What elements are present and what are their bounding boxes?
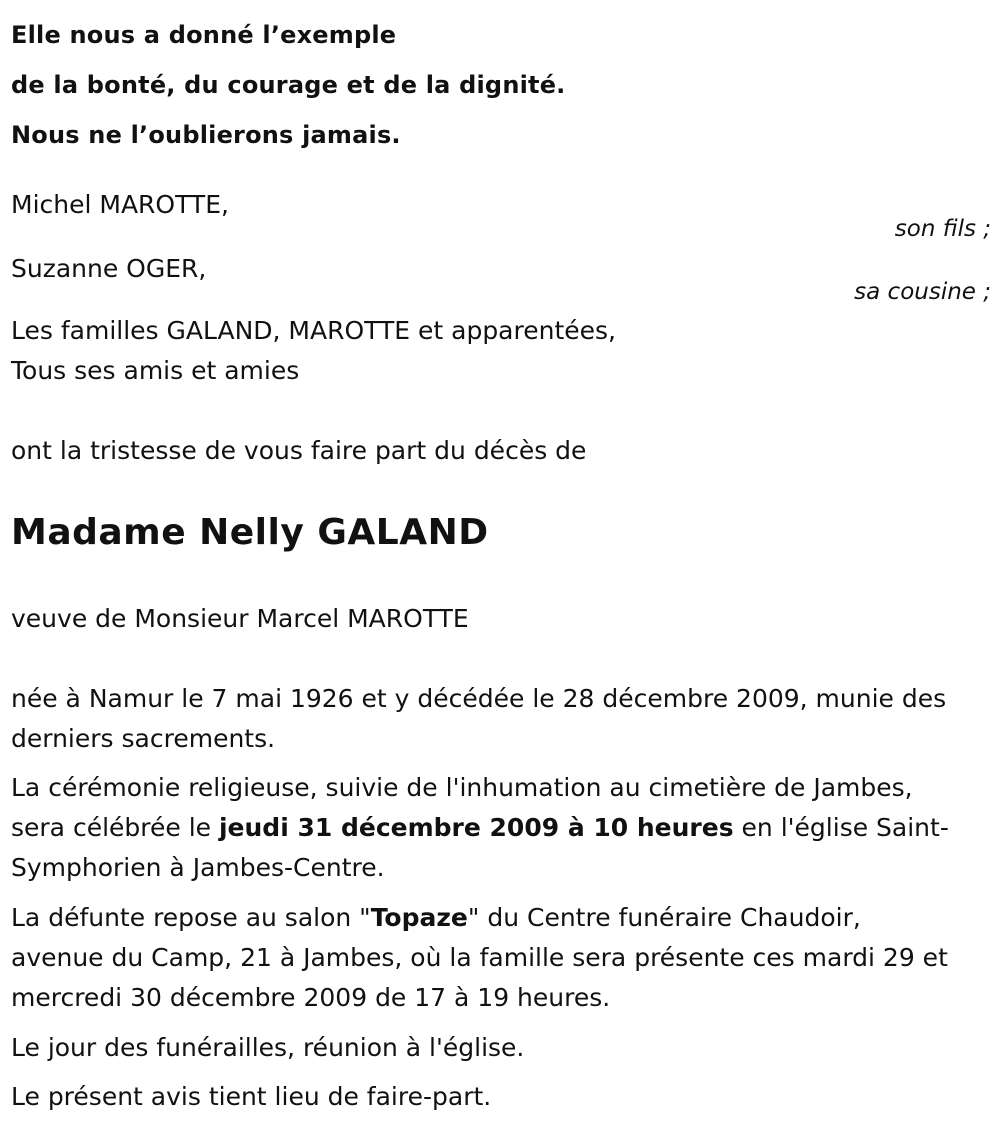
visitation-line-1-end: " du Centre funéraire Chaudoir, — [467, 903, 861, 932]
obituary-notice — [11, 0, 991, 1132]
birth-death-line-1: née à Namur le 7 mai 1926 et y décédée le 28 décembre 2009, munie des — [11, 684, 947, 713]
visitation-paragraph — [11, 898, 993, 1018]
ceremony-line-2-end: en l'église Saint- — [733, 813, 949, 842]
epigraph-line-2: de la bonté, du courage et de la dignité. — [11, 71, 566, 99]
families-line-1: Les familles GALAND, MAROTTE et apparentées, — [11, 316, 616, 345]
mourner-name-1: Michel MAROTTE, — [11, 190, 229, 219]
visitation-line-1-start: La défunte repose au salon " — [11, 903, 371, 932]
epigraph-line-1: Elle nous a donné l’exemple — [11, 21, 397, 49]
announcement-text: ont la tristesse de vous faire part du décès de — [11, 436, 587, 465]
ceremony-paragraph — [11, 768, 993, 888]
ceremony-date-time: jeudi 31 décembre 2009 à 10 heures — [218, 813, 734, 842]
ceremony-line-3: Symphorien à Jambes-Centre. — [11, 853, 385, 882]
visitation-line-2: avenue du Camp, 21 à Jambes, où la famille sera présente ces mardi 29 et — [11, 943, 948, 972]
epigraph — [11, 10, 566, 160]
mourner-relation-2: sa cousine ; — [854, 279, 991, 305]
families-block — [11, 311, 616, 391]
families-line-2: Tous ses amis et amies — [11, 356, 300, 385]
notice-text: Le présent avis tient lieu de faire-part. — [11, 1082, 492, 1111]
visitation-line-3: mercredi 30 décembre 2009 de 17 à 19 heures. — [11, 983, 611, 1012]
widow-of-text: veuve de Monsieur Marcel MAROTTE — [11, 604, 469, 633]
deceased-name: Madame Nelly GALAND — [11, 512, 489, 553]
funeral-day-text: Le jour des funérailles, réunion à l'église. — [11, 1033, 525, 1062]
visitation-line-1 — [11, 898, 993, 938]
birth-death-paragraph — [11, 679, 993, 759]
ceremony-line-2-start: sera célébrée le — [11, 813, 219, 842]
birth-death-line-2: derniers sacrements. — [11, 724, 276, 753]
mourner-relation-1: son fils ; — [894, 216, 991, 242]
ceremony-line-1: La cérémonie religieuse, suivie de l'inhumation au cimetière de Jambes, — [11, 773, 913, 802]
ceremony-line-2 — [11, 808, 993, 848]
epigraph-line-3: Nous ne l’oublierons jamais. — [11, 121, 401, 149]
mourner-name-2: Suzanne OGER, — [11, 254, 207, 283]
salon-name: Topaze — [370, 903, 468, 932]
